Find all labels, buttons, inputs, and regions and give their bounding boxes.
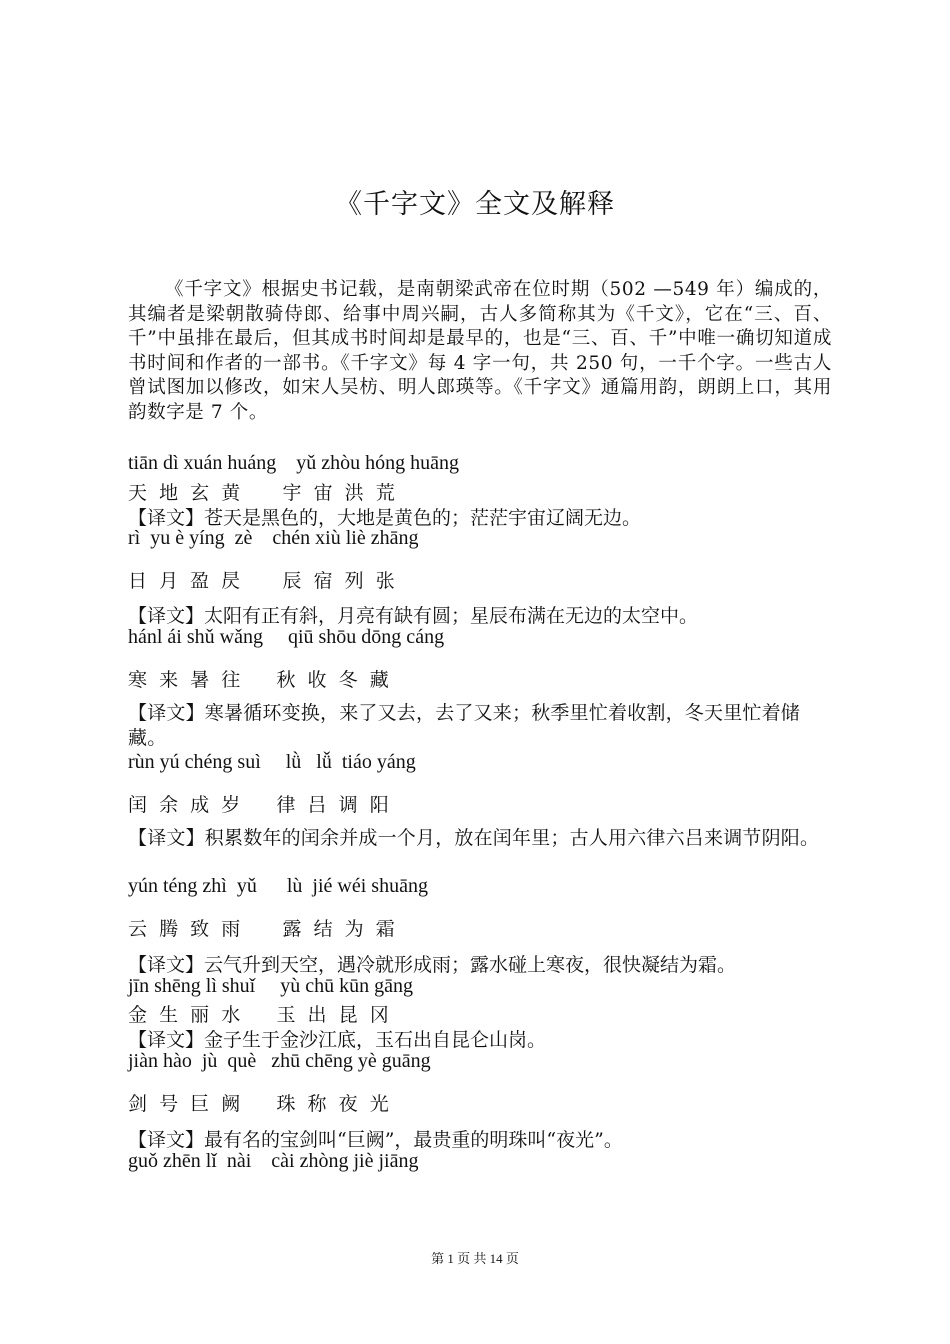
- pinyin-line: rì yu è yíng zè chén xiù liè zhāng: [128, 527, 419, 549]
- hanzi-line: 剑 号 巨 阙 珠 称 夜 光: [128, 1093, 389, 1115]
- page-title: 《千字文》全文及解释: [335, 189, 615, 220]
- pinyin-line: guǒ zhēn lǐ nài cài zhòng jiè jiāng: [128, 1150, 419, 1172]
- intro-paragraph: 《千字文》根据史书记载，是南朝梁武帝在位时期（502 —549 年）编成的，其编者是梁朝散骑侍郎、给事中周兴嗣，古人多简称其为《千文》，它在“三、百、千”中虽排在最后，但其成书时间却是最早的，也是“三、百、千”中唯一确切知道成书时间和作者的一部书。《千字文》每 4 字一句，共 250 句，一千个字。一些古人曾试图加以修改，如宋人吴枋、明人郎瑛等。《千字文》通篇用韵，朗朗上口，其用韵数字是 7 个。: [128, 279, 832, 423]
- pinyin-line: hánl ái shǔ wǎng qiū shōu dōng cáng: [128, 626, 445, 648]
- translation-line: 【译文】金子生于金沙江底，玉石出自昆仑山岗。: [128, 1029, 547, 1051]
- hanzi-line: 金 生 丽 水 玉 出 昆 冈: [128, 1004, 389, 1026]
- hanzi-line: 云 腾 致 雨 露 结 为 霜: [128, 918, 395, 940]
- pinyin-line: rùn yú chéng suì lǜ lǚ tiáo yáng: [128, 751, 416, 773]
- translation-line: 【译文】积累数年的闰余并成一个月，放在闰年里；古人用六律六吕来调节阴阳。: [128, 827, 820, 849]
- pinyin-line: jīn shēng lì shuǐ yù chū kūn gāng: [128, 975, 413, 997]
- hanzi-line: 闰 余 成 岁 律 吕 调 阳: [128, 794, 389, 816]
- pinyin-line: yún téng zhì yǔ lù jié wéi shuāng: [128, 875, 428, 897]
- translation-line: 【译文】云气升到天空，遇冷就形成雨；露水碰上寒夜，很快凝结为霜。: [128, 954, 737, 976]
- translation-line: 【译文】最有名的宝剑叫“巨阙”，最贵重的明珠叫“夜光”。: [128, 1129, 623, 1151]
- hanzi-line: 天 地 玄 黄 宇 宙 洪 荒: [128, 482, 395, 504]
- hanzi-line: 寒 来 暑 往 秋 收 冬 藏: [128, 669, 389, 691]
- translation-line: 【译文】寒暑循环变换，来了又去，去了又来；秋季里忙着收割，冬天里忙着储藏。: [128, 702, 801, 749]
- translation-line: 【译文】太阳有正有斜，月亮有缺有圆；星辰布满在无边的太空中。: [128, 605, 699, 627]
- hanzi-line: 日 月 盈 昃 辰 宿 列 张: [128, 570, 395, 592]
- pinyin-line: tiān dì xuán huáng yǔ zhòu hóng huāng: [128, 452, 460, 474]
- pinyin-line: jiàn hào jù què zhū chēng yè guāng: [128, 1050, 431, 1072]
- translation-line: 【译文】苍天是黑色的，大地是黄色的；茫茫宇宙辽阔无边。: [128, 507, 642, 529]
- page-number: 第 1 页 共 14 页: [431, 1251, 519, 1266]
